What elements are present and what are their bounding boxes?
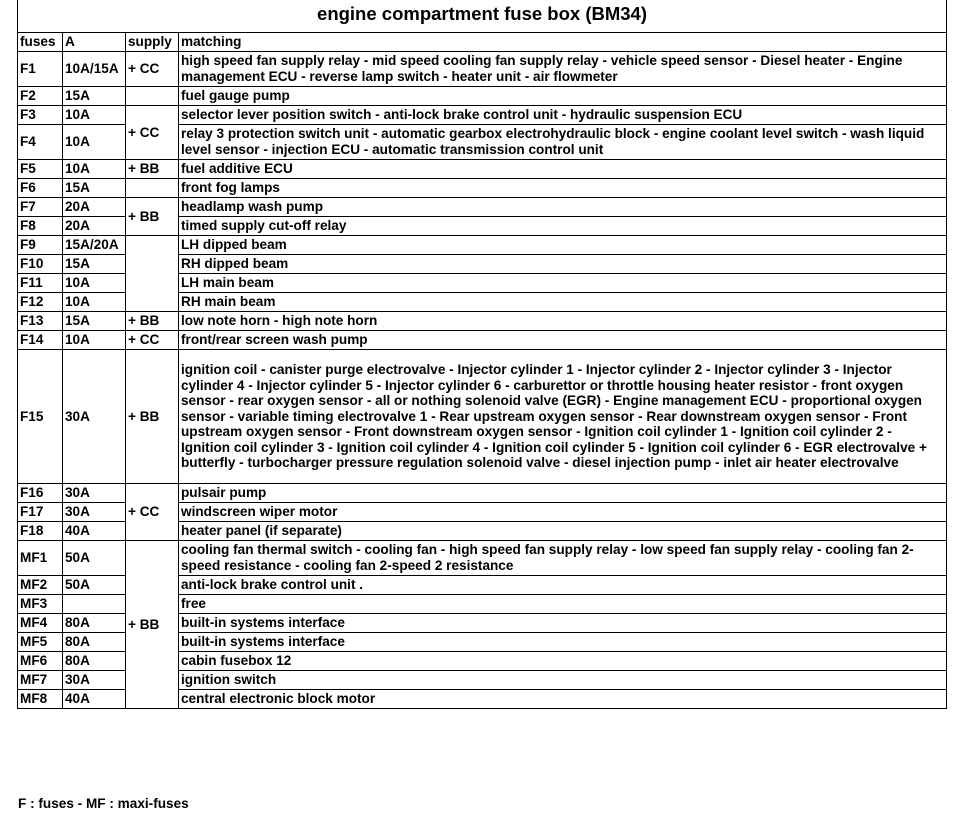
fuse-rating: 10A	[63, 274, 126, 293]
fuse-rating: 15A	[63, 255, 126, 274]
table-row	[18, 87, 947, 106]
fuse-supply	[126, 87, 179, 106]
fuse-supply: + CC	[126, 52, 179, 87]
fuse-rating: 50A	[63, 576, 126, 595]
fuse-matching: selector lever position switch - anti-lock brake control unit - hydraulic suspension ECU	[179, 106, 947, 125]
fuse-matching: cabin fusebox 12	[179, 652, 947, 671]
fuse-rating: 10A	[63, 106, 126, 125]
fuse-id: MF3	[18, 595, 63, 614]
fuse-matching: pulsair pump	[179, 484, 947, 503]
fuse-matching: central electronic block motor	[179, 690, 947, 709]
fuse-supply: + CC	[126, 331, 179, 350]
table-row	[18, 106, 947, 125]
fuse-id: F13	[18, 312, 63, 331]
table-row	[18, 179, 947, 198]
header-fuses: fuses	[18, 33, 63, 52]
header-row	[18, 33, 947, 52]
fuse-matching: headlamp wash pump	[179, 198, 947, 217]
table-row	[18, 350, 947, 484]
fuse-id: F18	[18, 522, 63, 541]
fuse-matching: fuel gauge pump	[179, 87, 947, 106]
fuse-id: MF8	[18, 690, 63, 709]
fuse-rating: 40A	[63, 690, 126, 709]
fuse-matching: cooling fan thermal switch - cooling fan - high speed fan supply relay - low speed fan supply relay - cooling fan 2-speed resistance - cooling fan 2-speed 2 resistance	[179, 541, 947, 576]
fuse-supply: + CC	[126, 106, 179, 160]
fuse-matching: ignition coil - canister purge electrovalve - Injector cylinder 1 - Injector cylinder 2 - Injector cylinder 3 - Injector cylinder 4 - Injector cylinder 5 - Injector cylinder 6 - carburettor or throttle housing heater resistor - front oxygen sensor - rear oxygen sensor - all or nothing solenoid valve (EGR) - Engine management ECU - proportional oxygen sensor - variable timing electrovalve 1 - Rear upstream oxygen sensor - Rear downstream oxygen sensor - Front upstream oxygen sensor - Front downstream oxygen sensor - Ignition coil cylinder 1 - Ignition coil cylinder 2 - Ignition coil cylinder 3 - Ignition coil cylinder 4 - Ignition coil cylinder 5 - Ignition coil cylinder 6 - EGR electrovalve + butterfly - turbocharger pressure regulation solenoid valve - diesel injection pump - inlet air heater electrovalve	[179, 350, 947, 484]
fuse-id: MF4	[18, 614, 63, 633]
fuse-rating: 15A	[63, 179, 126, 198]
fuse-supply: + BB	[126, 160, 179, 179]
table-row	[18, 484, 947, 503]
fuse-rating: 10A	[63, 125, 126, 160]
header-supply: supply	[126, 33, 179, 52]
fuse-id: F5	[18, 160, 63, 179]
header-amperage: A	[63, 33, 126, 52]
fuse-rating: 80A	[63, 633, 126, 652]
fuse-id: F1	[18, 52, 63, 87]
fuse-rating: 10A	[63, 293, 126, 312]
fuse-id: F3	[18, 106, 63, 125]
fuse-rating: 50A	[63, 541, 126, 576]
fuse-rating: 10A/15A	[63, 52, 126, 87]
table-row	[18, 160, 947, 179]
fuse-matching: anti-lock brake control unit .	[179, 576, 947, 595]
fuse-supply: + BB	[126, 312, 179, 331]
fuse-matching: ignition switch	[179, 671, 947, 690]
fuse-rating: 80A	[63, 652, 126, 671]
fuse-rating: 10A	[63, 331, 126, 350]
header-matching: matching	[179, 33, 947, 52]
fuse-id: F11	[18, 274, 63, 293]
fuse-matching: RH dipped beam	[179, 255, 947, 274]
fuse-rating: 20A	[63, 217, 126, 236]
fuse-rating: 15A/20A	[63, 236, 126, 255]
fuse-id: F9	[18, 236, 63, 255]
fuse-supply: + CC	[126, 484, 179, 541]
fuse-supply	[126, 236, 179, 312]
fuse-matching: high speed fan supply relay - mid speed cooling fan supply relay - vehicle speed sensor - Diesel heater - Engine management ECU - reverse lamp switch - heater unit - air flowmeter	[179, 52, 947, 87]
fuse-rating: 20A	[63, 198, 126, 217]
fuse-id: F17	[18, 503, 63, 522]
fuse-id: MF5	[18, 633, 63, 652]
fuse-matching: windscreen wiper motor	[179, 503, 947, 522]
fuse-matching: built-in systems interface	[179, 633, 947, 652]
fuse-rating: 30A	[63, 350, 126, 484]
table-row	[18, 236, 947, 255]
fuse-matching: timed supply cut-off relay	[179, 217, 947, 236]
fuse-matching: front/rear screen wash pump	[179, 331, 947, 350]
fuse-rating: 30A	[63, 503, 126, 522]
fuse-id: F16	[18, 484, 63, 503]
fuse-rating	[63, 595, 126, 614]
fuse-id: F12	[18, 293, 63, 312]
fuse-matching: LH main beam	[179, 274, 947, 293]
footnote: F : fuses - MF : maxi-fuses	[18, 796, 189, 811]
table-row	[18, 52, 947, 87]
fuse-matching: LH dipped beam	[179, 236, 947, 255]
fuse-rating: 30A	[63, 671, 126, 690]
fuse-id: MF7	[18, 671, 63, 690]
fuse-matching: fuel additive ECU	[179, 160, 947, 179]
fuse-supply: + BB	[126, 198, 179, 236]
fuse-id: F2	[18, 87, 63, 106]
fuse-matching: heater panel (if separate)	[179, 522, 947, 541]
fuse-supply: + BB	[126, 541, 179, 709]
table-title: engine compartment fuse box (BM34)	[18, 0, 947, 33]
fuse-rating: 15A	[63, 87, 126, 106]
fuse-supply: + BB	[126, 350, 179, 484]
table-row	[18, 312, 947, 331]
fuse-table	[17, 0, 947, 709]
table-row	[18, 541, 947, 576]
fuse-id: F4	[18, 125, 63, 160]
fuse-id: MF6	[18, 652, 63, 671]
fuse-id: F6	[18, 179, 63, 198]
fuse-rating: 80A	[63, 614, 126, 633]
fuse-rating: 10A	[63, 160, 126, 179]
fuse-matching: RH main beam	[179, 293, 947, 312]
fuse-matching: low note horn - high note horn	[179, 312, 947, 331]
table-row	[18, 198, 947, 217]
fuse-id: F14	[18, 331, 63, 350]
fuse-matching: free	[179, 595, 947, 614]
fuse-id: MF2	[18, 576, 63, 595]
fuse-id: F8	[18, 217, 63, 236]
fuse-matching: built-in systems interface	[179, 614, 947, 633]
fuse-id: F10	[18, 255, 63, 274]
fuse-id: F7	[18, 198, 63, 217]
fuse-id: MF1	[18, 541, 63, 576]
fuse-matching: relay 3 protection switch unit - automatic gearbox electrohydraulic block - engine coolant level switch - wash liquid level sensor - injection ECU - automatic transmission control unit	[179, 125, 947, 160]
fuse-rating: 30A	[63, 484, 126, 503]
fuse-rating: 40A	[63, 522, 126, 541]
fuse-supply	[126, 179, 179, 198]
table-row	[18, 331, 947, 350]
fuse-rating: 15A	[63, 312, 126, 331]
fuse-matching: front fog lamps	[179, 179, 947, 198]
fuse-id: F15	[18, 350, 63, 484]
